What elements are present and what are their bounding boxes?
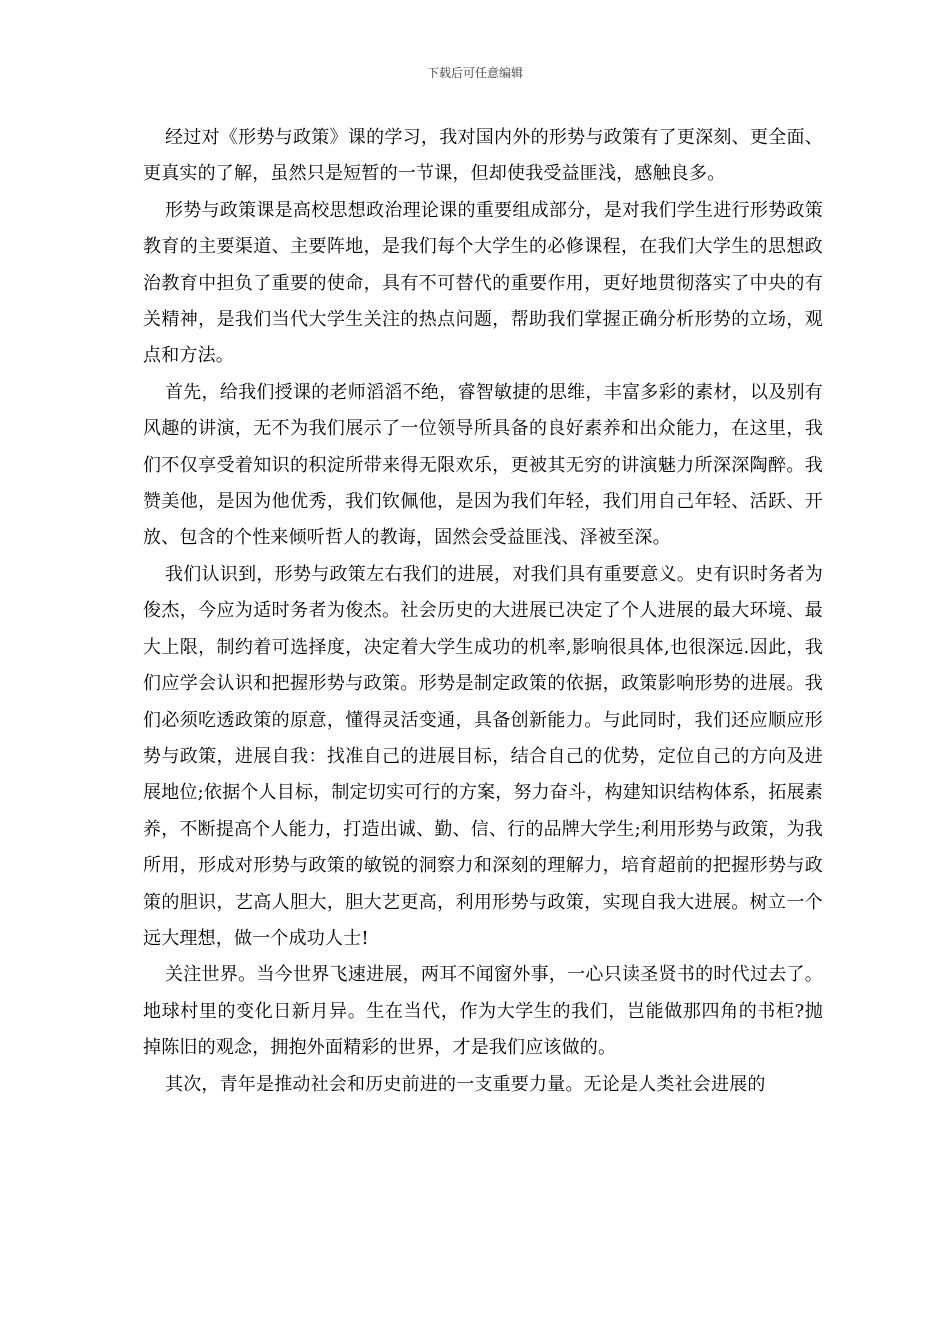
paragraph-world: 关注世界。当今世界飞速进展，两耳不闻窗外事，一心只读圣贤书的时代过去了。地球村里的变化日新月异。生在当代，作为大学生的我们，岂能做那四角的书柜?抛掉陈旧的观念，拥抱外面精彩的世界，才是我们应该做的。 [143, 964, 823, 1059]
paragraph-course-importance: 形势与政策课是高校思想政治理论课的重要组成部分，是对我们学生进行形势政策教育的主要渠道、主要阵地，是我们每个大学生的必修课程，在我们大学生的思想政治教育中担负了重要的使命，具有不可替代的重要作用，更好地贯彻落实了中央的有关精神，是我们当代大学生关注的热点问题，帮助我们掌握正确分析形势的立场，观点和方法。 [143, 199, 823, 367]
paragraph-teacher: 首先，给我们授课的老师滔滔不绝，睿智敏捷的思维，丰富多彩的素材，以及别有风趣的讲演，无不为我们展示了一位领导所具备的良好素养和出众能力，在这里，我们不仅享受着知识的积淀所带来得无限欢乐，更被其无穷的讲演魅力所深深陶醉。我赞美他，是因为他优秀，我们钦佩他，是因为我们年轻，我们用自己年轻、活跃、开放、包含的个性来倾听哲人的教诲，固然会受益匪浅、泽被至深。 [143, 381, 823, 549]
paragraph-intro: 经过对《形势与政策》课的学习，我对国内外的形势与政策有了更深刻、更全面、更真实的了解，虽然只是短暂的一节课，但却使我受益匪浅，感触良多。 [143, 127, 823, 185]
page-header: 下载后可任意编辑 [426, 66, 523, 80]
document-body [143, 120, 823, 1103]
paragraph-development: 我们认识到，形势与政策左右我们的进展，对我们具有重要意义。史有识时务者为俊杰，今应为适时务者为俊杰。社会历史的大进展已决定了个人进展的最大环境、最大上限，制约着可选择度，决定着大学生成功的机率,影响很具体,也很深远.因此，我们应学会认识和把握形势与政策。形势是制定政策的依据，政策影响形势的进展。我们必须吃透政策的原意，懂得灵活变通，具备创新能力。与此同时，我们还应顺应形势与政策，进展自我：找准自己的进展目标，结合自己的优势，定位自己的方向及进展地位;依据个人目标，制定切实可行的方案，努力奋斗，构建知识结构体系，拓展素养，不断提高个人能力，打造出诚、勤、信、行的品牌大学生;利用形势与政策，为我所用，形成对形势与政策的敏锐的洞察力和深刻的理解力，培育超前的把握形势与政策的胆识，艺高人胆大，胆大艺更高，利用形势与政策，实现自我大进展。树立一个远大理想，做一个成功人士! [143, 563, 823, 949]
paragraph-youth: 其次，青年是推动社会和历史前进的一支重要力量。无论是人类社会进展的 [165, 1073, 766, 1095]
